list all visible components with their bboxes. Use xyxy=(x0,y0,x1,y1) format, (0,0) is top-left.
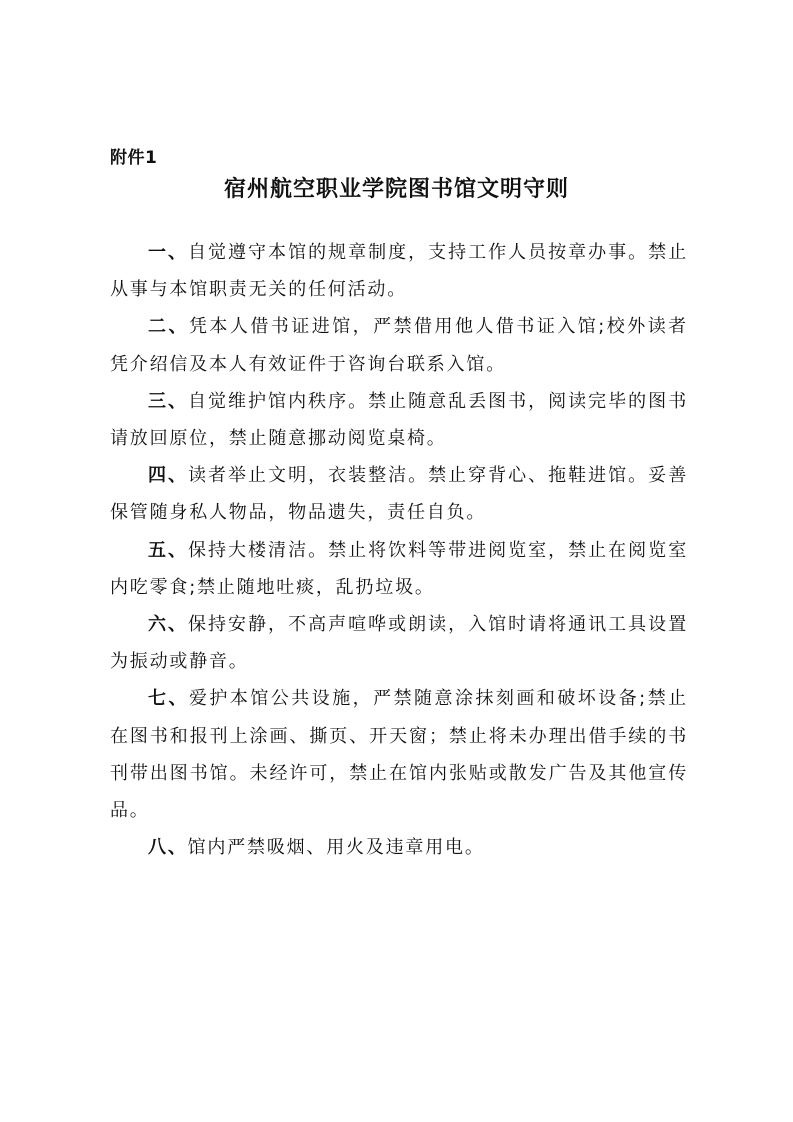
rule-text: 自觉遵守本馆的规章制度，支持工作人员按章办事。禁止从事与本馆职责无关的任何活动。 xyxy=(110,242,688,301)
rule-separator: 、 xyxy=(168,242,189,263)
rule-separator: 、 xyxy=(168,390,189,412)
rule-separator: 、 xyxy=(168,614,189,636)
rule-item xyxy=(110,680,688,829)
rule-number: 三 xyxy=(148,390,169,412)
rule-number: 一 xyxy=(148,242,169,263)
rule-text: 凭本人借书证进馆，严禁借用他人借书证入馆;校外读者凭介绍信及本人有效证件于咨询台联系入馆。 xyxy=(110,316,688,375)
rule-number: 四 xyxy=(148,465,169,487)
rule-separator: 、 xyxy=(168,539,189,561)
rule-item xyxy=(110,308,688,382)
rule-item xyxy=(110,457,688,531)
rule-item xyxy=(110,829,688,866)
rule-item xyxy=(110,532,688,606)
rule-number: 二 xyxy=(148,316,169,338)
rule-number: 五 xyxy=(148,539,169,561)
rule-text: 自觉维护馆内秩序。禁止随意乱丢图书，阅读完毕的图书请放回原位，禁止随意挪动阅览桌椅。 xyxy=(110,390,688,450)
rule-number: 七 xyxy=(148,688,169,710)
rule-number: 八 xyxy=(148,837,168,859)
rule-item xyxy=(110,234,688,308)
rule-text: 爱护本馆公共设施，严禁随意涂抹刻画和破坏设备;禁止在图书和报刊上涂画、撕页、开天窗；禁止将未办理出借手续的书刊带出图书馆。未经许可，禁止在馆内张贴或散发广告及其他宣传品。 xyxy=(110,688,688,822)
rule-text: 保持大楼清洁。禁止将饮料等带进阅览室，禁止在阅览室内吃零食;禁止随地吐痰，乱扔垃圾。 xyxy=(110,539,688,598)
rules-list xyxy=(110,234,688,866)
rule-separator: 、 xyxy=(168,316,189,338)
rule-text: 保持安静，不高声喧哗或朗读，入馆时请将通讯工具设置为振动或静音。 xyxy=(110,614,688,673)
rule-text: 馆内严禁吸烟、用火及违章用电。 xyxy=(187,837,485,859)
attachment-label: 附件1 xyxy=(110,148,158,168)
rule-separator: 、 xyxy=(167,837,188,859)
rule-separator: 、 xyxy=(168,688,189,710)
rule-text: 读者举止文明，衣装整洁。禁止穿背心、拖鞋进馆。妥善保管随身私人物品，物品遗失，责任自负。 xyxy=(110,465,688,524)
rule-separator: 、 xyxy=(168,465,189,487)
rule-item xyxy=(110,383,688,457)
rule-item xyxy=(110,606,688,680)
document-title: 宿州航空职业学院图书馆文明守则 xyxy=(223,176,569,202)
rule-number: 六 xyxy=(148,614,169,636)
